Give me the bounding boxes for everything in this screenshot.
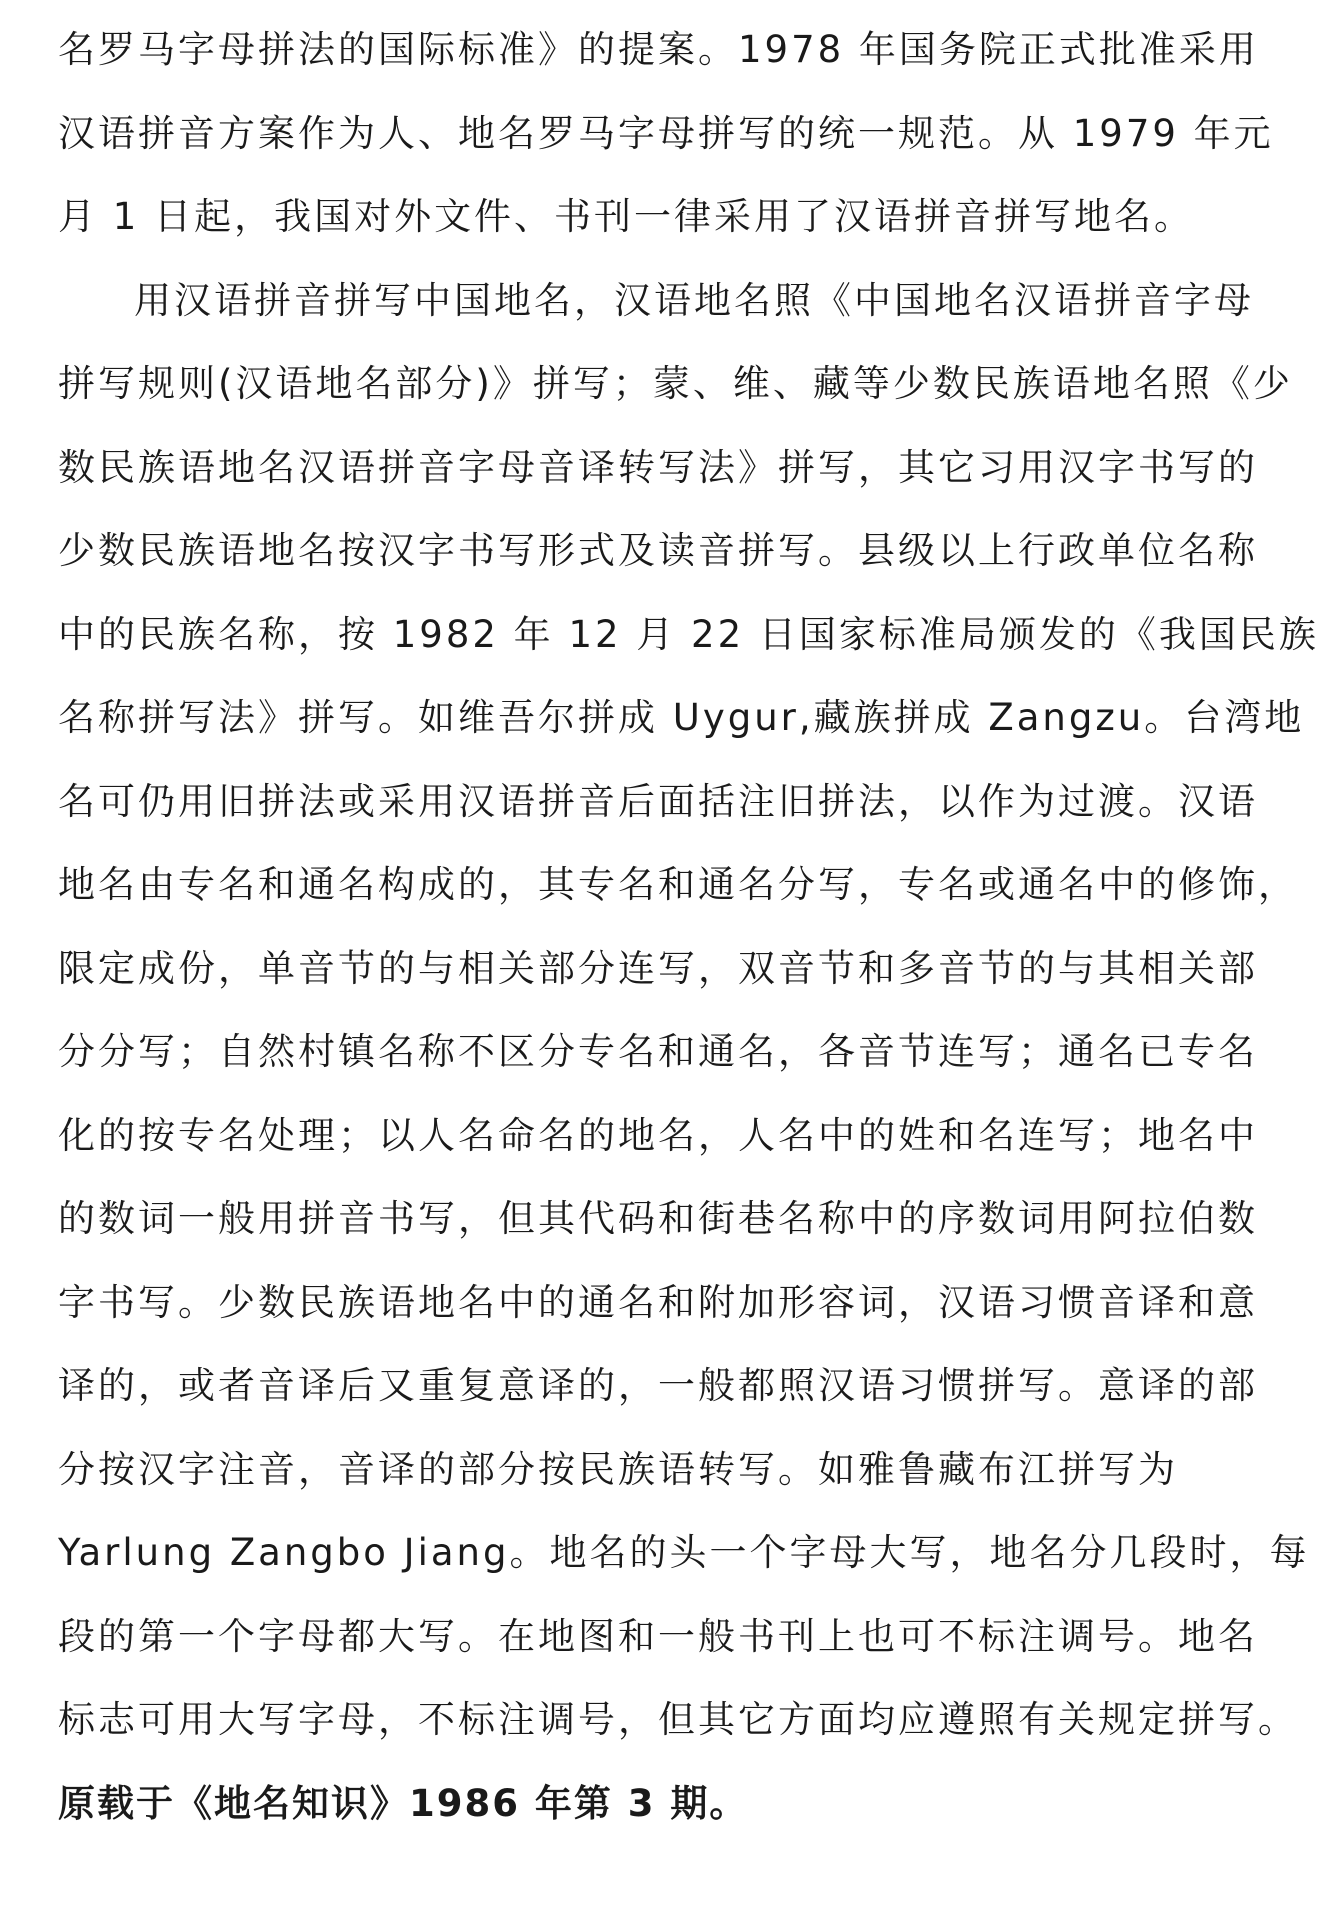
text-line: 分分写；自然村镇名称不区分专名和通名，各音节连写；通名已专名: [58, 1030, 1258, 1073]
text-line: 中的民族名称，按 1982 年 12 月 22 日国家标准局颁发的《我国民族: [58, 612, 1319, 656]
text-line: 月 1 日起，我国对外文件、书刊一律采用了汉语拼音拼写地名。: [58, 195, 1195, 238]
text-line: 译的，或者音译后又重复意译的，一般都照汉语习惯拼写。意译的部: [58, 1364, 1258, 1407]
text-line: 限定成份，单音节的与相关部分连写，双音节和多音节的与其相关部: [58, 946, 1258, 990]
text-line: 拼写规则(汉语地名部分)》拼写；蒙、维、藏等少数民族语地名照《少: [58, 362, 1293, 405]
text-line: 少数民族语地名按汉字书写形式及读音拼写。县级以上行政单位名称: [58, 529, 1258, 572]
text-line: 字书写。少数民族语地名中的通名和附加形容词，汉语习惯音译和意: [58, 1280, 1258, 1324]
source-note: 原载于《地名知识》1986 年第 3 期。: [58, 1781, 749, 1825]
text-line: 名可仍用旧拼法或采用汉语拼音后面括注旧拼法，以作为过渡。汉语: [58, 779, 1258, 823]
text-line: 用汉语拼音拼写中国地名，汉语地名照《中国地名汉语拼音字母: [134, 278, 1254, 322]
text-line: 化的按专名处理；以人名命名的地名，人名中的姓和名连写；地名中: [58, 1113, 1258, 1157]
text-line: 名称拼写法》拼写。如维吾尔拼成 Uygur,藏族拼成 Zangzu。台湾地: [58, 696, 1305, 739]
text-line: 标志可用大写字母，不标注调号，但其它方面均应遵照有关规定拼写。: [58, 1698, 1298, 1741]
text-line: 汉语拼音方案作为人、地名罗马字母拼写的统一规范。从 1979 年元: [58, 111, 1274, 155]
text-line: 地名由专名和通名构成的，其专名和通名分写，专名或通名中的修饰，: [58, 863, 1298, 906]
document-page: [58, 8, 1319, 1845]
text-line: 分按汉字注音，音译的部分按民族语转写。如雅鲁藏布江拼写为: [58, 1447, 1178, 1491]
paragraph-2: [58, 259, 1319, 1762]
text-line: 段的第一个字母都大写。在地图和一般书刊上也可不标注调号。地名: [58, 1614, 1258, 1658]
paragraph-1: [58, 8, 1274, 259]
text-line: Yarlung Zangbo Jiang。地名的头一个字母大写，地名分几段时，每: [58, 1531, 1310, 1574]
text-line: 的数词一般用拼音书写，但其代码和街巷名称中的序数词用阿拉伯数: [58, 1197, 1258, 1240]
text-line: 名罗马字母拼法的国际标准》的提案。1978 年国务院正式批准采用: [58, 28, 1259, 71]
text-line: 数民族语地名汉语拼音字母音译转写法》拼写，其它习用汉字书写的: [58, 445, 1258, 489]
